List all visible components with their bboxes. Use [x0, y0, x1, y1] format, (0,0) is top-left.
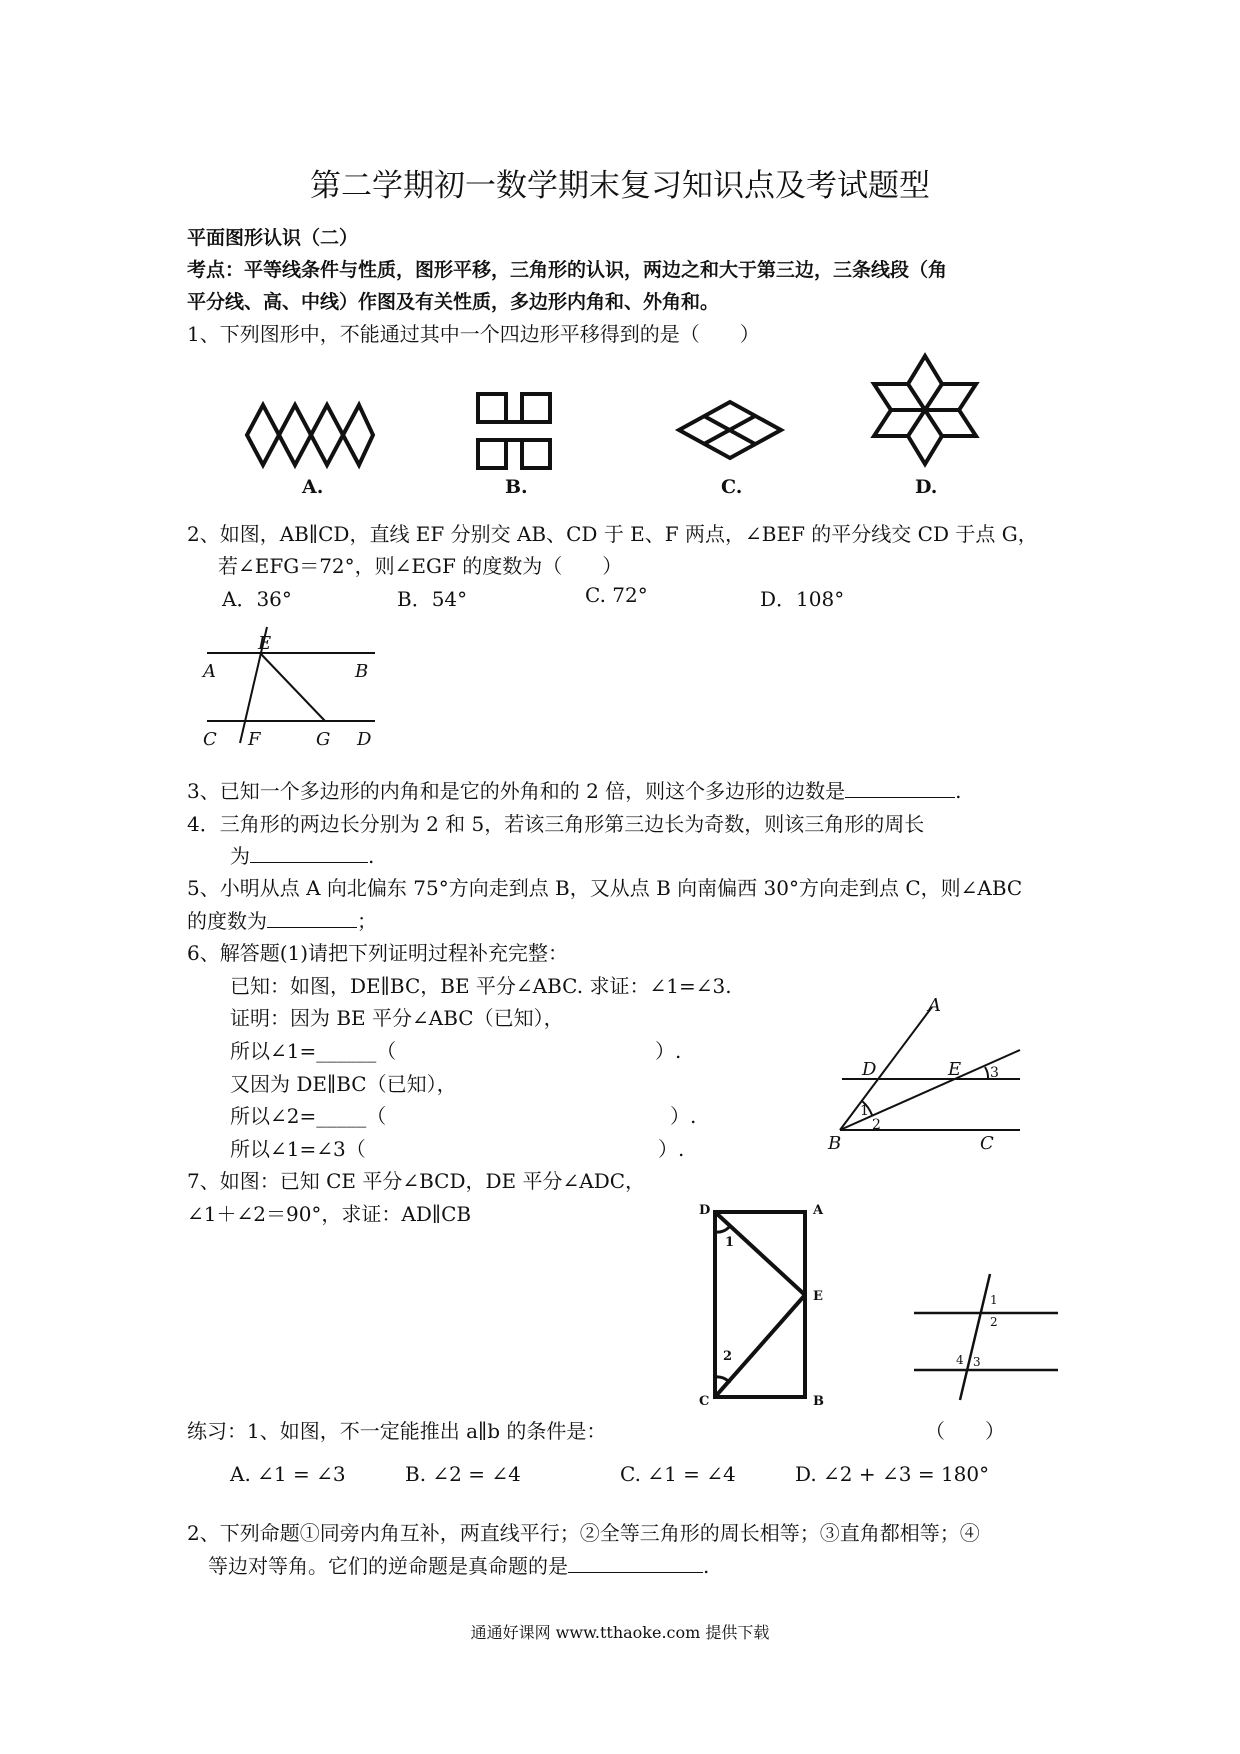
- q7-label-d: D: [699, 1203, 711, 1218]
- q4-line-1: 4．三角形的两边长分别为 2 和 5，若该三角形第三边长为奇数，则该三角形的周长: [187, 812, 925, 836]
- q1-text: 1、下列图形中，不能通过其中一个四边形平移得到的是（ ）: [187, 322, 760, 346]
- q6-label-e: E: [948, 1059, 962, 1080]
- q6-figure: [820, 995, 1035, 1155]
- practice-q2-prefix: 等边对等角。它们的逆命题是真命题的是: [208, 1554, 568, 1578]
- q1-figure-d: [870, 352, 980, 467]
- q6-proof-1: 证明：因为 BE 平分∠ABC（已知），: [230, 1006, 564, 1030]
- practice-label-3: 3: [973, 1355, 981, 1369]
- q6-head: 6、解答题(1)请把下列证明过程补充完整：: [187, 941, 569, 965]
- q2-label-f: F: [248, 729, 261, 750]
- q6-label-d: D: [862, 1059, 877, 1080]
- page-title: 第二学期初一数学期末复习知识点及考试题型: [310, 168, 930, 204]
- q4-line-2: [230, 840, 374, 869]
- q2-option-d: D．108°: [760, 587, 845, 611]
- q2-label-c: C: [203, 729, 217, 750]
- q7-line-1: 7、如图：已知 CE 平分∠BCD，DE 平分∠ADC，: [187, 1169, 646, 1193]
- kaodian-line-2: 平分线、高、中线）作图及有关性质，多边形内角和、外角和。: [187, 291, 720, 313]
- q1-label-a: A.: [302, 476, 324, 498]
- practice-q2-end: .: [703, 1554, 710, 1578]
- q4-end: .: [368, 844, 375, 868]
- practice-label-4: 4: [956, 1353, 964, 1367]
- q5-end: ；: [357, 909, 377, 933]
- practice-label-1: 1: [990, 1293, 998, 1307]
- q1-figure-a: [245, 400, 375, 470]
- q5-line-2: [187, 905, 377, 934]
- q3-question: 3、已知一个多边形的内角和是它的外角和的 2 倍，则这个多边形的边数是: [187, 779, 846, 803]
- q7-line-2: ∠1＋∠2＝90°，求证：AD∥CB: [187, 1202, 472, 1226]
- q1-label-c: C.: [721, 476, 743, 498]
- q2-label-b: B: [355, 661, 369, 682]
- q5-answer-blank[interactable]: [267, 909, 357, 928]
- q2-line-1: 2、如图，AB∥CD，直线 EF 分别交 AB、CD 于 E、F 两点，∠BEF 的平分线交 CD 于点 G，: [187, 522, 1038, 546]
- q6-proof-4: 所以∠2=_____（: [230, 1104, 387, 1128]
- q1-figure-c: [675, 398, 785, 463]
- q1-label-d: D.: [915, 476, 938, 498]
- q6-proof-2: 所以∠1=______（: [230, 1039, 397, 1063]
- q7-label-1: 1: [725, 1235, 735, 1250]
- practice-q2-line-1: 2、下列命题①同旁内角互补，两直线平行；②全等三角形的周长相等；③直角都相等；④: [187, 1521, 980, 1545]
- q7-label-a: A: [813, 1203, 824, 1218]
- q6-proof-3: 又因为 DE∥BC（已知），: [230, 1072, 457, 1096]
- practice-line-1: 练习：1、如图，不一定能推出 a∥b 的条件是：: [187, 1419, 607, 1443]
- q4-answer-blank[interactable]: [250, 844, 368, 863]
- practice-answer-paren: （ ）: [925, 1419, 1005, 1443]
- q7-label-c: C: [699, 1394, 710, 1409]
- section-heading: 平面图形认识（二）: [187, 227, 359, 249]
- q2-label-g: G: [316, 729, 331, 750]
- practice-q2-answer-blank[interactable]: [568, 1554, 703, 1573]
- practice-label-2: 2: [990, 1315, 998, 1329]
- q6-proof-2-end: ）.: [655, 1039, 682, 1063]
- q2-line-2: 若∠EFG＝72°，则∠EGF 的度数为（ ）: [218, 554, 623, 578]
- q6-label-b: B: [828, 1133, 842, 1154]
- q2-figure: [195, 625, 385, 750]
- practice-option-d: D. ∠2 + ∠3 = 180°: [795, 1462, 990, 1486]
- q7-label-e: E: [813, 1289, 823, 1304]
- q6-proof-5: 所以∠1=∠3（: [230, 1137, 366, 1161]
- q6-label-3: 3: [990, 1065, 999, 1081]
- q2-option-c: C. 72°: [585, 583, 648, 607]
- q5-prefix: 的度数为: [187, 909, 267, 933]
- page-footer: 通通好课网 www.tthaoke.com 提供下载: [470, 1623, 770, 1642]
- practice-option-b: B. ∠2 = ∠4: [405, 1462, 521, 1486]
- practice-figure: [910, 1268, 1060, 1403]
- q7-label-b: B: [813, 1394, 824, 1409]
- practice-option-c: C. ∠1 = ∠4: [620, 1462, 736, 1486]
- q4-prefix: 为: [230, 844, 250, 868]
- q2-option-a: A．36°: [222, 587, 292, 611]
- q3-text: [187, 775, 962, 804]
- q2-label-e: E: [258, 633, 272, 654]
- q2-label-a: A: [203, 661, 216, 682]
- q6-proof-5-end: ）.: [658, 1137, 685, 1161]
- q3-end: .: [955, 779, 962, 803]
- q7-label-2: 2: [723, 1349, 733, 1364]
- q6-label-2: 2: [872, 1117, 881, 1133]
- q1-label-b: B.: [505, 476, 528, 498]
- kaodian-line-1: 考点：平等线条件与性质，图形平移，三角形的认识，两边之和大于第三边，三条线段（角: [187, 259, 948, 281]
- q2-option-b: B．54°: [397, 587, 468, 611]
- q3-answer-blank[interactable]: [845, 779, 955, 798]
- q2-label-d: D: [357, 729, 372, 750]
- practice-q2-line-2: [208, 1550, 709, 1579]
- practice-option-a: A. ∠1 = ∠3: [230, 1462, 346, 1486]
- q6-label-a: A: [928, 995, 941, 1016]
- q7-figure: [695, 1200, 835, 1410]
- q6-proof-4-end: ）.: [670, 1104, 697, 1128]
- q6-label-c: C: [980, 1133, 994, 1154]
- q6-label-1: 1: [860, 1103, 869, 1119]
- q5-line-1: 5、小明从点 A 向北偏东 75°方向走到点 B，又从点 B 向南偏西 30°方向走到点 C，则∠ABC: [187, 876, 1023, 900]
- q6-given: 已知：如图，DE∥BC，BE 平分∠ABC. 求证：∠1=∠3.: [230, 974, 732, 998]
- q1-figure-b: [470, 388, 560, 478]
